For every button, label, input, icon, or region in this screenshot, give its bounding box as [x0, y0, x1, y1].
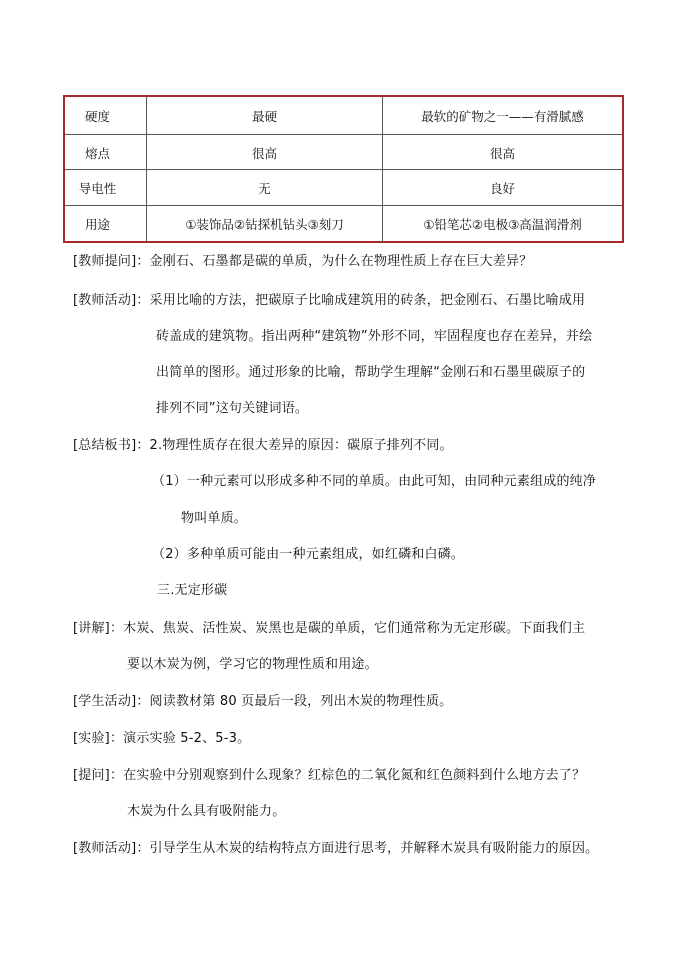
diamond-cell: 很高 — [147, 135, 383, 170]
lecture-line: [讲解]：木炭、焦炭、活性炭、炭黑也是碳的单质，它们通常称为无定形碳。下面我们主 — [73, 621, 586, 636]
row-label — [65, 97, 147, 134]
graphite-cell: ①铅笔芯②电极③高温润滑剂 — [423, 217, 582, 232]
teacher-activity-line: 排列不同”这句关键词语。 — [156, 401, 309, 416]
graphite-cell: 最软的矿物之一——有滑腻感 — [421, 108, 584, 124]
row-label — [65, 135, 147, 170]
teacher-question: [教师提问]：金刚石、石墨都是碳的单质，为什么在物理性质上存在巨大差异？ — [73, 254, 533, 269]
graphite-cell: 很高 — [489, 145, 515, 161]
point-one-line: 物叫单质。 — [181, 511, 248, 526]
summary-line: [总结板书]：2.物理性质存在很大差异的原因：碳原子排列不同。 — [73, 438, 453, 453]
table-row — [65, 134, 622, 170]
property-comparison-table — [63, 95, 624, 243]
diamond-cell: 最硬 — [147, 97, 383, 134]
row-label-text: 硬度 — [84, 108, 110, 124]
section-heading: 三.无定形碳 — [157, 583, 228, 598]
table-row — [65, 169, 622, 206]
row-label-text: 导电性 — [78, 181, 117, 196]
student-activity-line: [学生活动]：阅读教材第 80 页最后一段，列出木炭的物理性质。 — [73, 694, 453, 709]
row-label-text: 用途 — [84, 217, 110, 232]
question-line: 木炭为什么具有吸附能力。 — [127, 804, 286, 819]
teacher-activity-line: [教师活动]：采用比喻的方法，把碳原子比喻成建筑用的砖条，把金刚石、石墨比喻成用 — [73, 293, 586, 308]
table-row — [65, 97, 622, 134]
diamond-cell: 无 — [147, 170, 383, 206]
row-label-text: 熔点 — [84, 145, 110, 161]
row-label — [65, 170, 147, 206]
experiment-line: [实验]：演示实验 5-2、5-3。 — [73, 731, 251, 746]
point-two-line: （2）多种单质可能由一种元素组成，如红磷和白磷。 — [152, 547, 465, 562]
lecture-line: 要以木炭为例，学习它的物理性质和用途。 — [127, 657, 378, 672]
teacher-activity-line: 出简单的图形。通过形象的比喻，帮助学生理解“金刚石和石墨里碳原子的 — [156, 365, 586, 380]
teacher-activity-line: [教师活动]：引导学生从木炭的结构特点方面进行思考，并解释木炭具有吸附能力的原因。 — [73, 841, 599, 856]
question-line: [提问]：在实验中分别观察到什么现象？红棕色的二氧化氮和红色颜料到什么地方去了？ — [73, 768, 586, 783]
diamond-cell: ①装饰品②钻探机钻头③刻刀 — [147, 206, 383, 242]
teacher-activity-line: 砖盖成的建筑物。指出两种“建筑物”外形不同，牢固程度也存在差异，并绘 — [156, 329, 593, 344]
table-row — [65, 205, 622, 242]
row-label — [65, 206, 147, 242]
point-one-line: （1）一种元素可以形成多种不同的单质。由此可知，由同种元素组成的纯净 — [152, 474, 597, 489]
graphite-cell: 良好 — [489, 181, 515, 196]
